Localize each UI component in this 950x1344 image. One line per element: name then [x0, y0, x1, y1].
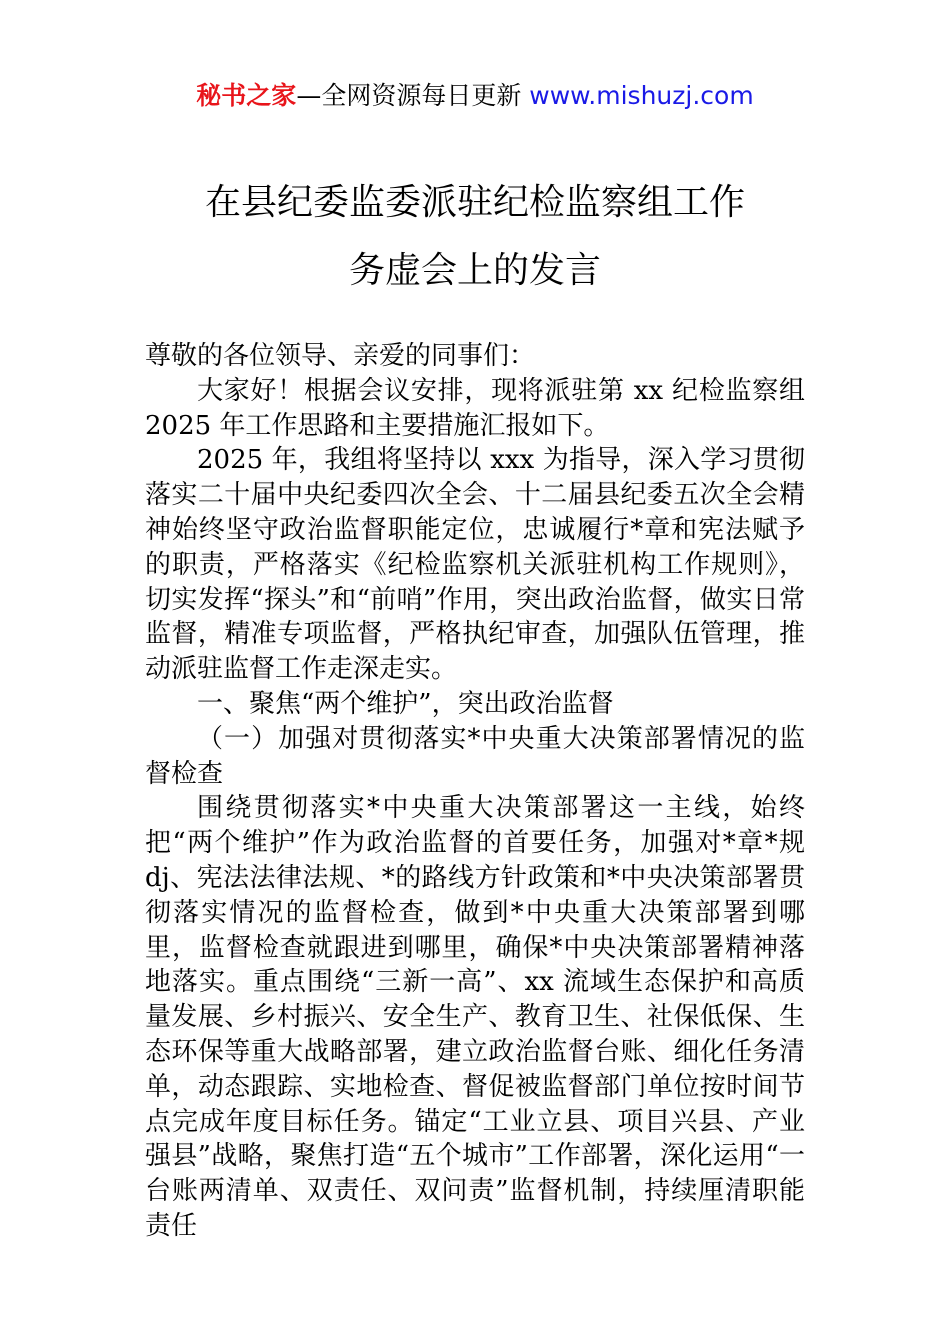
subsection-heading: （一）加强对贯彻落实*中央重大决策部署情况的监督检查	[145, 723, 805, 789]
document-title-line-1: 在县纪委监委派驻纪检监察组工作	[204, 182, 745, 223]
brand-name: 秘书之家	[196, 81, 297, 110]
document-title-line-2: 务虚会上的发言	[348, 250, 601, 291]
website-url[interactable]: www.mishuzj.com	[529, 81, 754, 110]
body-paragraph: 围绕贯彻落实*中央重大决策部署这一主线，始终把“两个维护”作为政治监督的首要任务，加强对*章*规 dj、宪法法律法规、*的路线方针政策和*中央决策部署贯彻落实情况的监督检查，做到*中央重大决策部署到哪里，监督检查就跟进到哪里，确保*中央决策部署精神落地落实。重点围绕“三新一高”、xx 流域生态保护和高质量发展、乡村振兴、安全生产、教育卫生、社保低保、生态环保等重大战略部署，建立政治监督台账、细化任务清单，动态跟踪、实地检查、督促被监督部门单位按时间节点完成年度目标任务。锚定“工业立县、项目兴县、产业强县”战略，聚焦打造“五个城市”工作部署，深化运用“一台账两清单、双责任、双问责”监督机制，持续厘清职能责任	[145, 793, 805, 1241]
body-paragraph: 大家好！根据会议安排，现将派驻第 xx 纪检监察组 2025 年工作思路和主要措施汇报如下。	[145, 375, 805, 441]
section-heading: 一、聚焦“两个维护”，突出政治监督	[197, 688, 614, 719]
site-header	[0, 80, 950, 112]
body-paragraph: 2025 年，我组将坚持以 xxx 为指导，深入学习贯彻落实二十届中央纪委四次全会、十二届县纪委五次全会精神始终坚守政治监督职能定位，忠诚履行*章和宪法赋予的职责，严格落实《纪检监察机关派驻机构工作规则》，切实发挥“探头”和“前哨”作用，突出政治监督，做实日常监督，精准专项监督，严格执纪审查，加强队伍管理，推动派驻监督工作走深走实。	[145, 445, 805, 685]
salutation: 尊敬的各位领导、亲爱的同事们：	[145, 341, 536, 371]
document-body	[145, 339, 805, 1244]
header-tagline: —全网资源每日更新	[296, 81, 530, 110]
